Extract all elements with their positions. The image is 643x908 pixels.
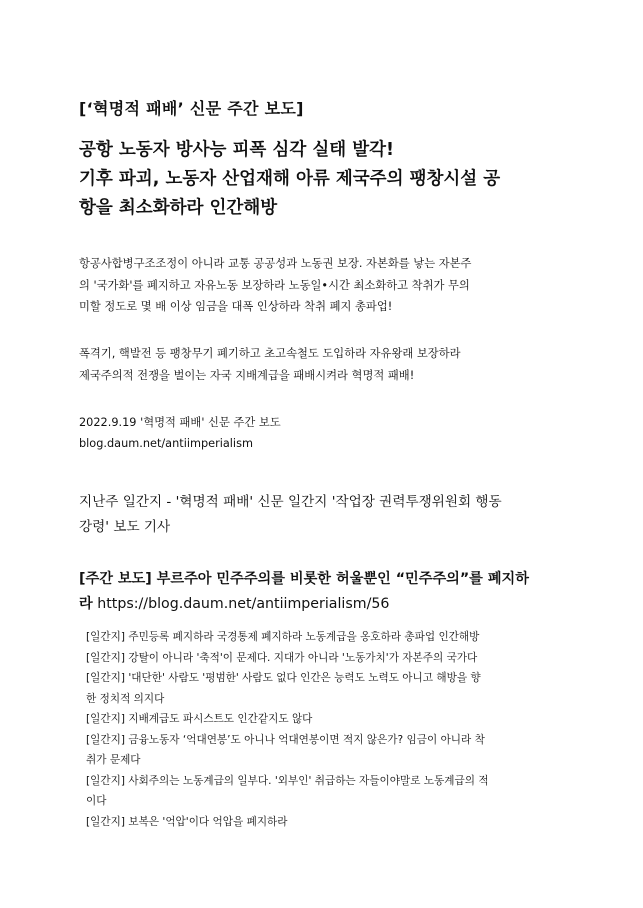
headline-line-3: 항을 최소화하라 인간해방 bbox=[79, 198, 278, 218]
section-kicker: [‘혁명적 패배’ 신문 주간 보도] bbox=[79, 99, 304, 118]
weekly-title-line: [주간 보도] 부르주아 민주주의를 비롯한 허울뿐인 “민주주의”를 폐지하 bbox=[79, 571, 529, 587]
list-item: [일간지] 주민등록 폐지하라 국경통제 폐지하라 노동계급을 옹호하라 총파업 인간해방 bbox=[86, 631, 480, 643]
list-item: [일간지] 강탈이 아니라 '축적'이 문제다. 지대가 아니라 '노동가치'가 자본주의 국가다 bbox=[86, 651, 478, 664]
paragraph-war bbox=[79, 343, 569, 386]
list-item: [일간지] 지배계급도 파시스트도 인간같지도 않다 bbox=[86, 713, 313, 725]
date-line: 2022.9.19 '혁명적 패배' 신문 주간 보도 bbox=[79, 416, 281, 429]
daily-items-list bbox=[86, 627, 576, 832]
headline-line-2: 기후 파괴, 노동자 산업재해 아류 제국주의 팽창시설 공 bbox=[79, 169, 501, 189]
paragraph-demands bbox=[79, 253, 569, 318]
publication-meta bbox=[79, 412, 281, 454]
paragraph-line: 제국주의적 전쟁을 벌이는 자국 지배계급을 패배시켜라 혁명적 패배! bbox=[79, 368, 415, 382]
headline bbox=[79, 136, 579, 223]
paragraph-line: 폭격기, 핵발전 등 팽창무기 폐기하고 초고속철도 도입하라 자유왕래 보장하라 bbox=[79, 347, 461, 360]
headline-line-1: 공항 노동자 방사능 피폭 심각 실태 발각! bbox=[79, 140, 395, 160]
blog-address: blog.daum.net/antiimperialism bbox=[79, 437, 253, 450]
list-item-continuation: 이다 bbox=[86, 795, 107, 807]
list-item: [일간지] 보복은 '억압'이다 억압을 폐지하라 bbox=[86, 815, 288, 828]
paragraph-line: 미할 정도로 몇 배 이상 임금을 대폭 인상하라 착취 폐지 총파업! bbox=[79, 300, 393, 313]
lead-line: 강령' 보도 기사 bbox=[79, 519, 171, 535]
paragraph-line: 항공사합병구조조정이 아니라 교통 공공성과 노동권 보장. 자본화를 낳는 자본주 bbox=[79, 257, 472, 270]
weekly-title-tail: 라 bbox=[79, 596, 93, 612]
list-item-continuation: 한 정치적 의지다 bbox=[86, 692, 165, 705]
paragraph-line: 의 '국가화'를 폐지하고 자유노동 보장하라 노동일•시간 최소화하고 착취가 무의 bbox=[79, 278, 470, 292]
list-item: [일간지] '대단한' 사람도 '평범한' 사람도 없다 인간은 능력도 노력도 아니고 해방을 향 bbox=[86, 672, 481, 684]
list-item: [일간지] 사회주의는 노동계급의 일부다. '외부인' 취급하는 자들이야말로 노동계급의 적 bbox=[86, 774, 489, 787]
list-item: [일간지] 금융노동자 ‘억대연봉’도 아니나 억대연봉이면 적지 않은가? 임금이 아니라 착 bbox=[86, 733, 485, 746]
weekly-report-link[interactable]: https://blog.daum.net/antiimperialism/56 bbox=[97, 596, 390, 612]
last-week-lead bbox=[79, 490, 579, 540]
weekly-title-line-2 bbox=[79, 592, 579, 617]
weekly-report-title bbox=[79, 567, 579, 617]
list-item-continuation: 취가 문제다 bbox=[86, 754, 141, 766]
lead-line: 지난주 일간지 - '혁명적 패배' 신문 일간지 '작업장 권력투쟁위원회 행동 bbox=[79, 494, 502, 510]
